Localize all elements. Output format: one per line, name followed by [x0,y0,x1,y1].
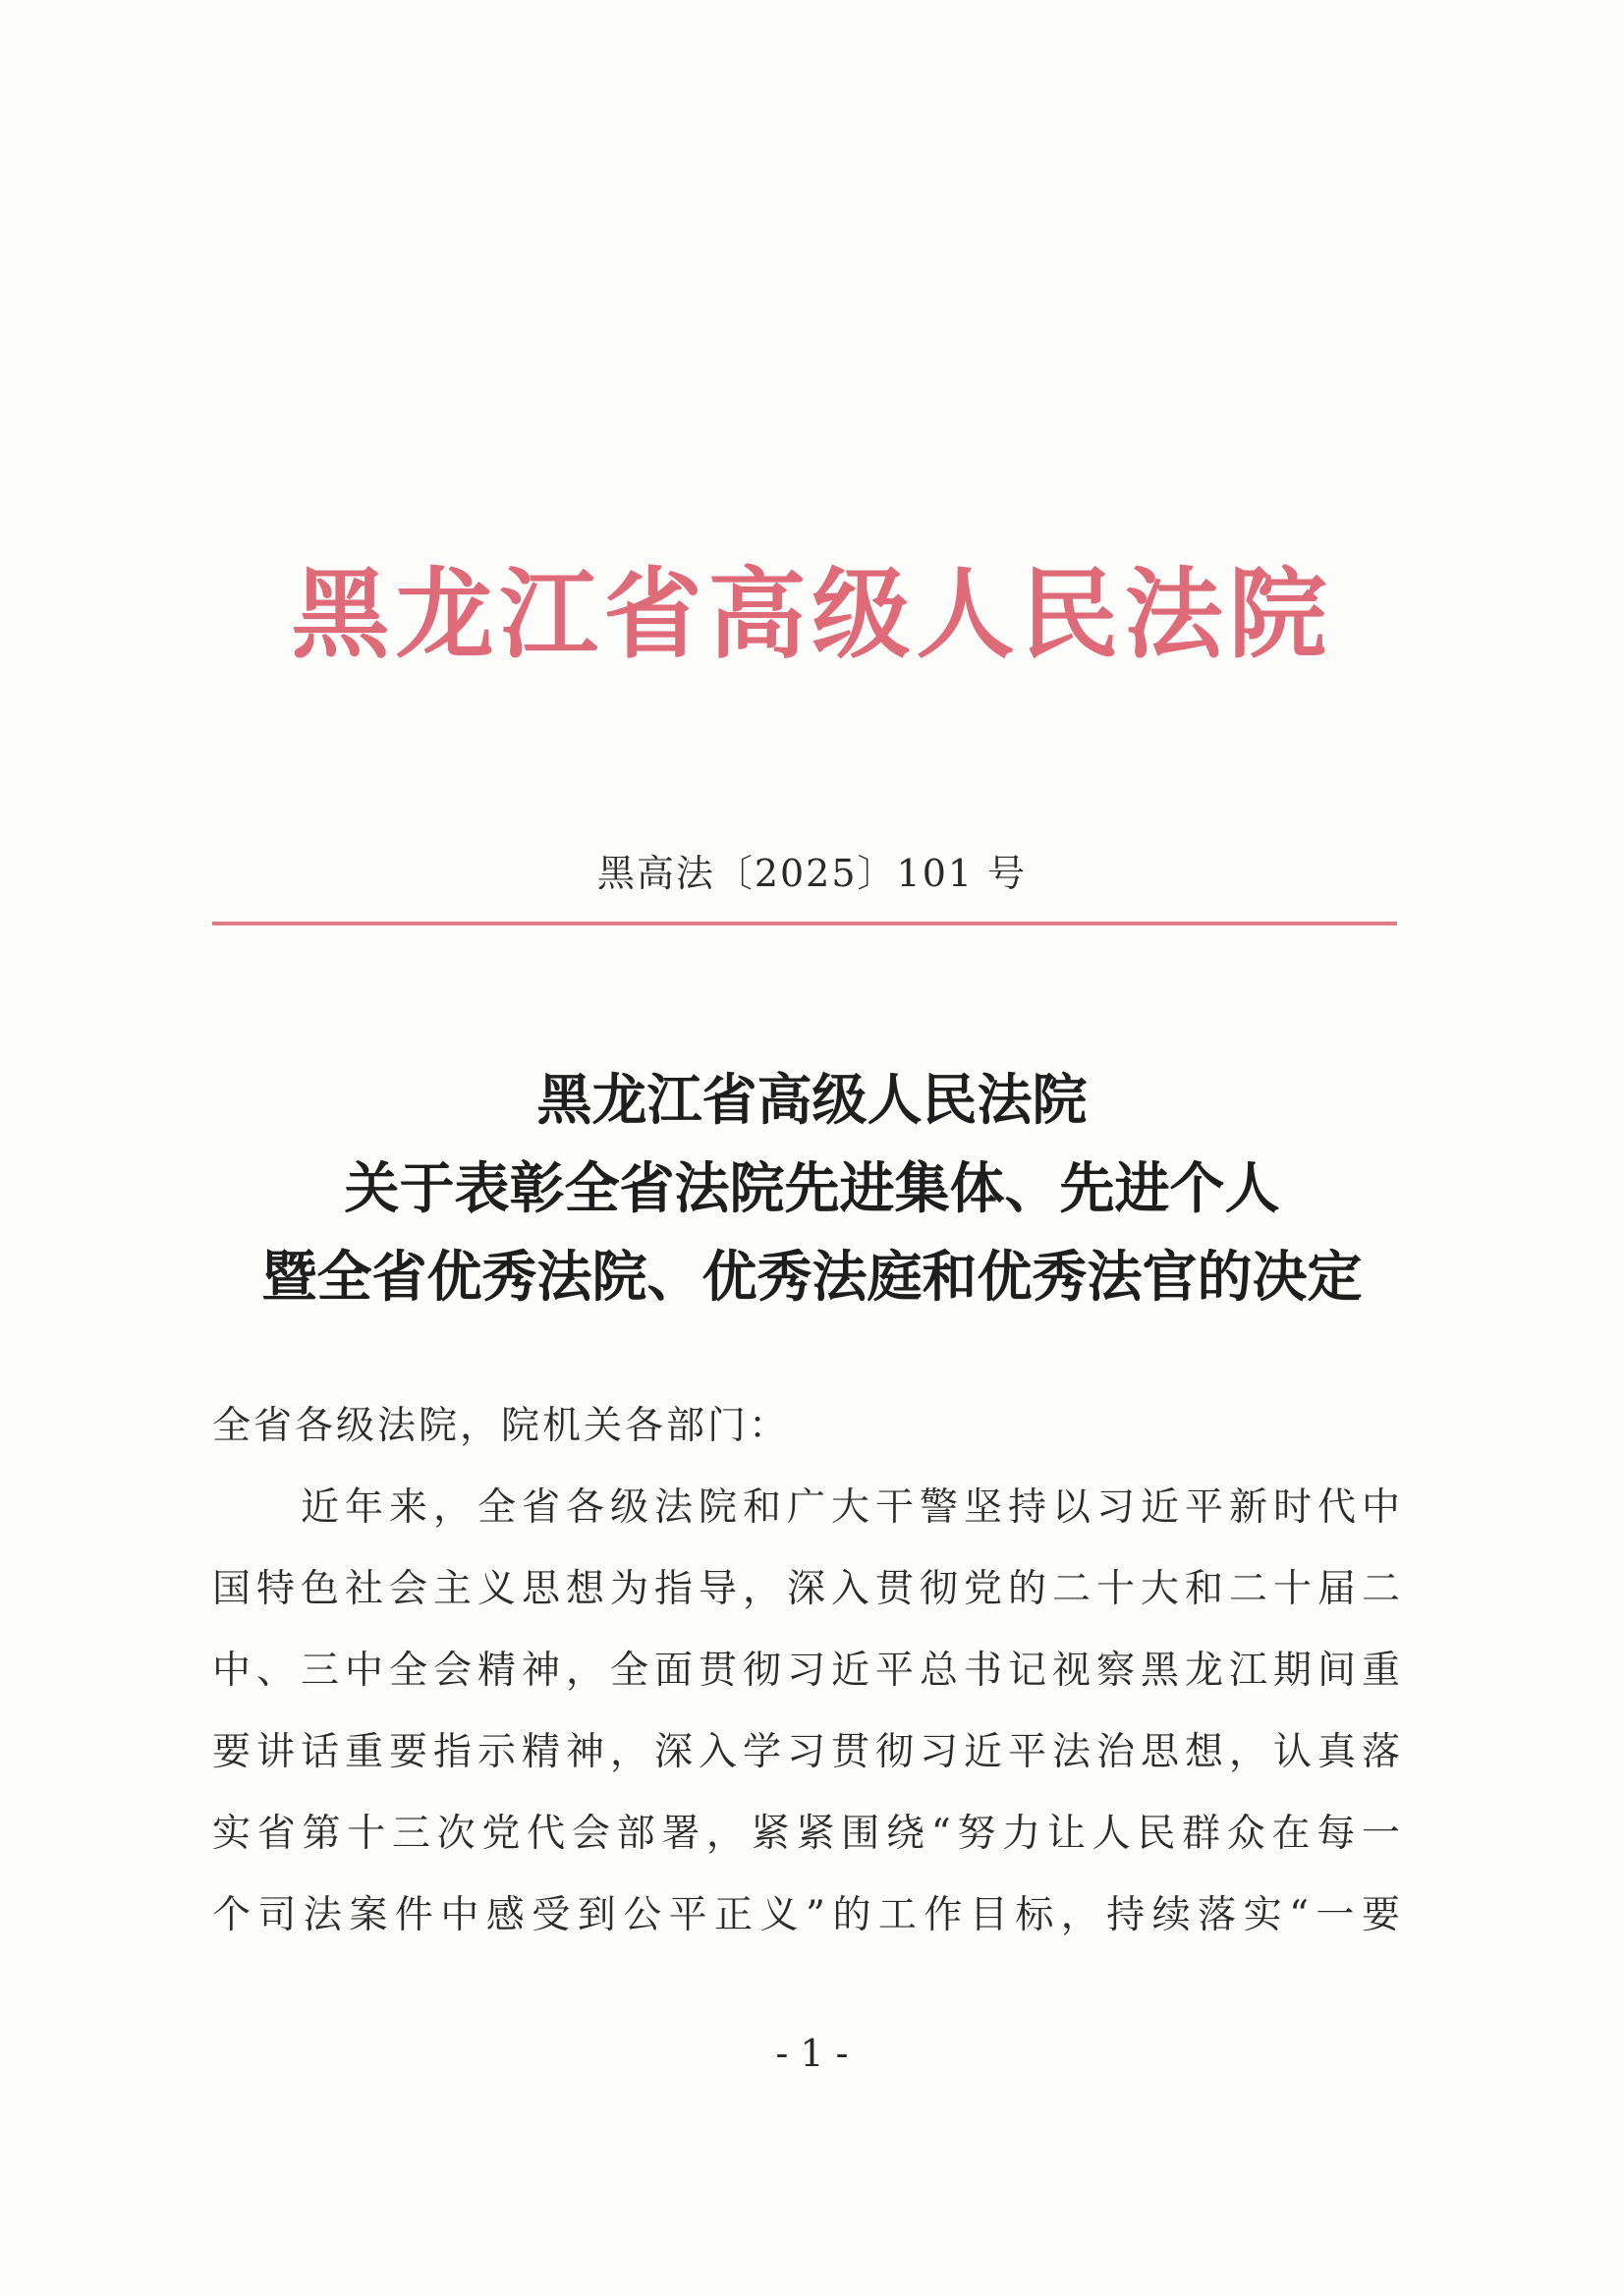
body-line: 个司法案件中感受到公平正义”的工作目标，持续落实“一要 [212,1893,1401,1937]
body-line: 实省第十三次党代会部署，紧紧围绕“努力让人民群众在每一 [212,1812,1401,1856]
title-line-2: 关于表彰全省法院先进集体、先进个人 [344,1156,1280,1221]
body-line: 近年来，全省各级法院和广大干警坚持以习近平新时代中 [301,1485,1401,1530]
document-title [0,1056,1624,1321]
red-divider-line [212,922,1397,925]
title-line-3: 暨全省优秀法院、优秀法庭和优秀法官的决定 [261,1245,1363,1310]
document-number: 黑高法〔2025〕101 号 [596,852,1028,895]
body-line: 国特色社会主义思想为指导，深入贯彻党的二十大和二十届二 [212,1567,1401,1611]
body-paragraph [212,1467,1401,1956]
issuer-header: 黑龙江省高级人民法院 [291,556,1333,672]
body-line: 要讲话重要指示精神，深入学习贯彻习近平法治思想，认真落 [212,1730,1401,1774]
page-number: - 1 - [775,2032,849,2075]
salutation: 全省各级法院，院机关各部门： [212,1404,791,1448]
body-line: 中、三中全会精神，全面贯彻习近平总书记视察黑龙江期间重 [212,1649,1401,1693]
title-line-1: 黑龙江省高级人民法院 [536,1068,1088,1133]
